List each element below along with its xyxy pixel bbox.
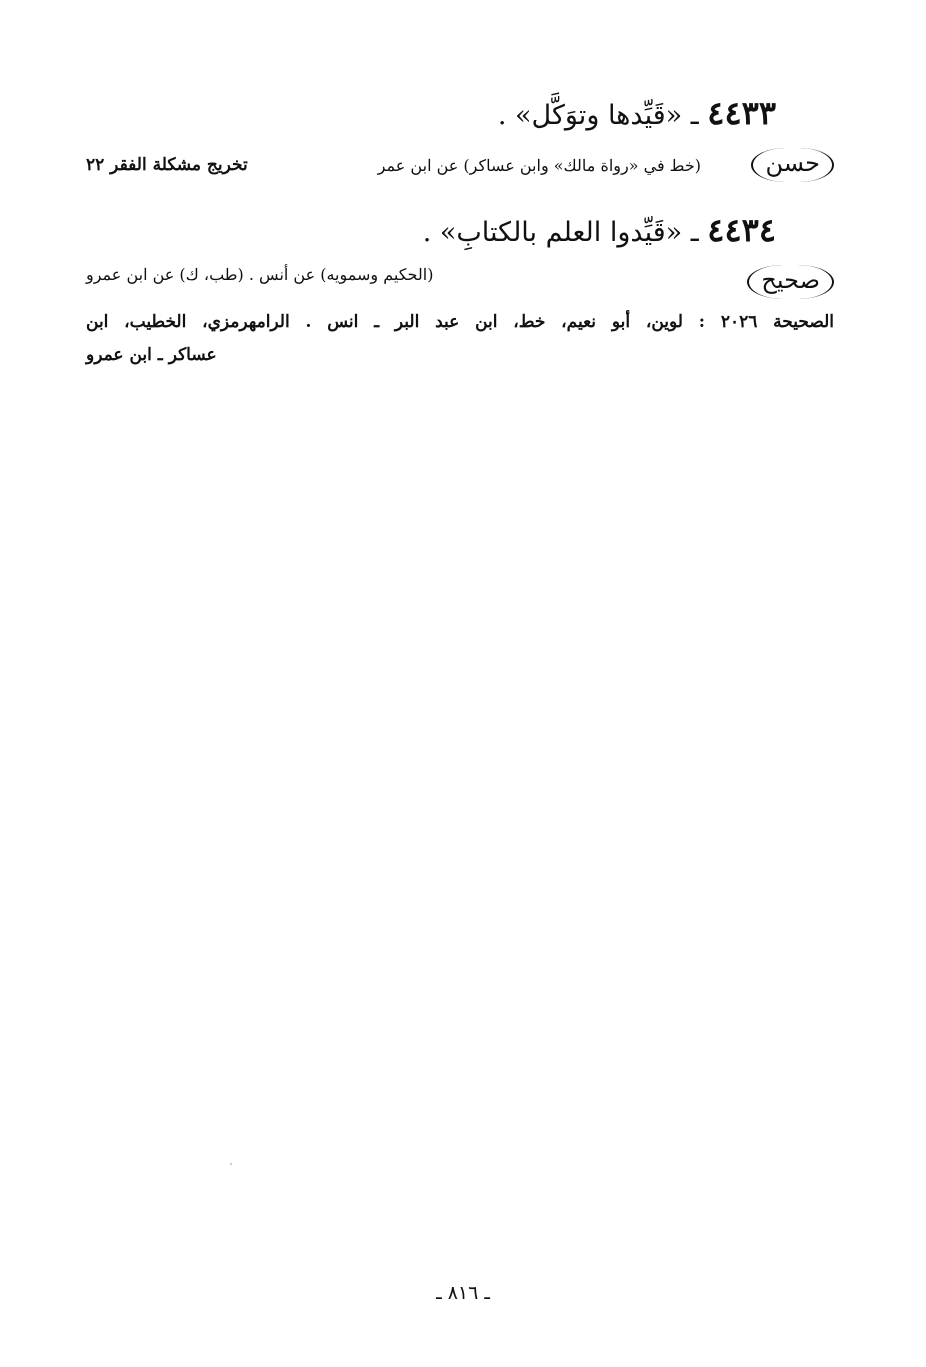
sahiha-line: عساكر ـ ابن عمرو [86, 345, 217, 365]
hadith-4434-title [423, 213, 776, 250]
sahiha-line: الصحيحة ٢٠٢٦ : لوين، أبو نعيم، خط، ابن عبد البر ـ انس . الرامهرمزي، الخطيب، ابن [86, 312, 834, 332]
hadith-number: ٤٤٣٤ [707, 211, 776, 249]
hadith-number: ٤٤٣٣ [707, 94, 776, 132]
hadith-text: ـ «قَيِّدوا العلم بالكتابِ» . [422, 217, 699, 248]
grade-badge-hasan: حسن [751, 148, 834, 182]
hadith-4433-source: (خط في «رواة مالك» وابن عساكر) عن ابن عمر [377, 156, 701, 175]
hadith-4434-sahiha-reference [86, 306, 834, 372]
hadith-4433-title [498, 96, 776, 133]
hadith-text: ـ «قَيِّدها وتوَكَّل» . [497, 100, 699, 131]
scan-speck [230, 1163, 232, 1165]
grade-badge-sahih: صحيح [747, 265, 834, 299]
page-number: ـ ٨١٦ ـ [436, 1282, 490, 1304]
hadith-4433-takhrij: تخريج مشكلة الفقر ٢٢ [86, 155, 248, 175]
hadith-4434-source: (الحكيم وسمويه) عن أنس . (طب، ك) عن ابن عمرو [86, 265, 434, 284]
